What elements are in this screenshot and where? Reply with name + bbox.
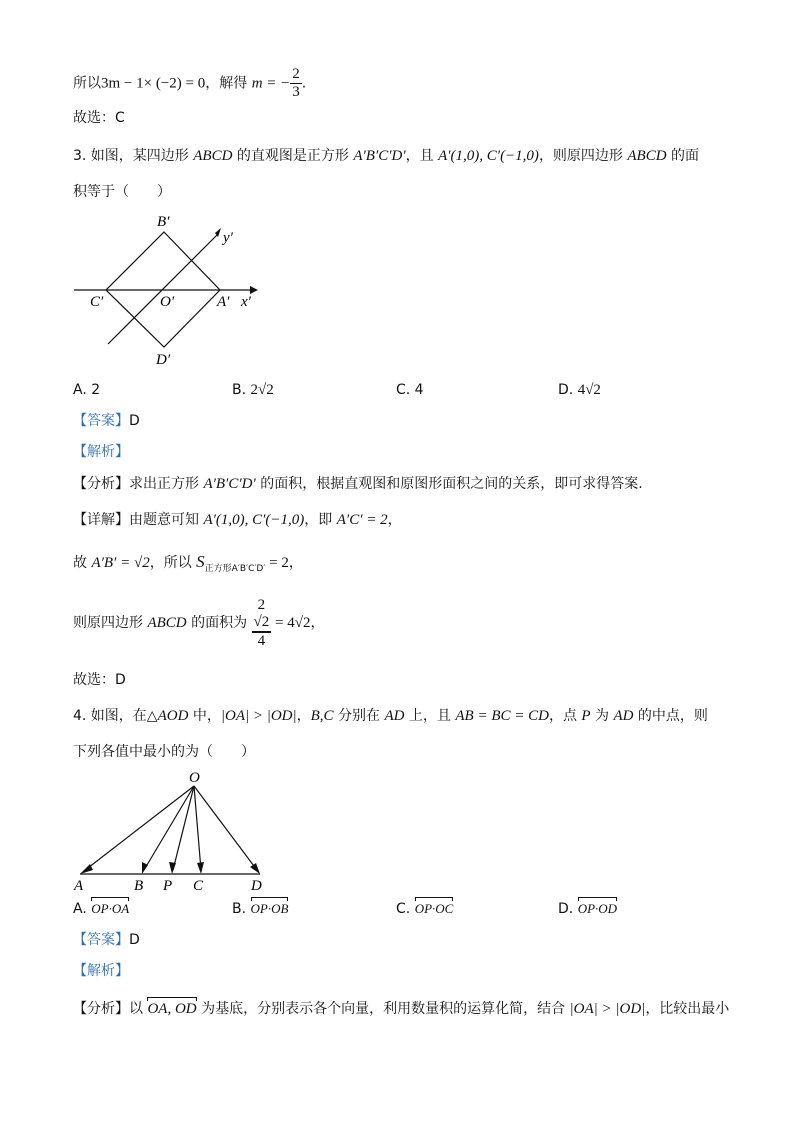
label-O: O′ [160,294,175,310]
arrow-D [250,863,260,874]
arrow-C [197,862,204,874]
q3-fenxi: 【分析】求出正方形 A′B′C′D′ 的面积，根据直观图和原图形面积之间的关系，即可求得答案. [73,476,643,492]
label-D: D [251,878,262,894]
vec-OC [194,786,201,870]
label-B: B [134,878,144,894]
q4-stem-line1: 4. 如图，在△AOD 中，|OA| > |OD|，B,C 分别在 AD 上，且 AB = BC = CD，点 P 为 AD 的中点，则 [73,708,708,724]
arrow-P [169,862,176,874]
q3-analysis-tag: 【解析】 [73,444,129,460]
label-O: O [189,770,200,786]
vec-OB [144,786,194,870]
x-arrow [250,286,258,294]
q4-answer: 【答案】D [73,932,140,948]
q3-answer: 【答案】D [73,413,140,429]
q4-option-c[interactable]: C. OP·OC [396,901,454,917]
q4-stem-line2: 下列各值中最小的为（ ） [73,744,255,760]
area-fraction: 2 √2 4 [253,596,270,649]
line-solve: 所以3m − 1× (−2) = 0，解得 m = − $\frac{2}{3}$ . [73,66,307,100]
label-C: C′ [90,294,104,310]
label-y: y′ [223,230,233,246]
q3-option-c[interactable]: C. 4 [396,382,424,398]
label-A: A [74,878,84,894]
fraction: $\frac{2}{3}$ [292,66,300,100]
q3-option-d[interactable]: D. 4√2 [558,382,601,398]
q4-figure [70,766,280,896]
vec-OD [194,786,257,870]
q3-figure [70,210,270,370]
q4-option-a[interactable]: A. OP·OA [73,901,130,917]
q3-option-a[interactable]: A. 2 [73,382,101,398]
q3-stem-line2: 积等于（ ） [73,184,171,200]
q3-xiangjie: 【详解】由题意可知 A′(1,0), C′(−1,0)，即 A′C′ = 2， [73,512,402,528]
q3-area-line: 则原四边形 ABCD 的面积为 2 √2 4 = 4√2， [73,596,325,649]
label-B: B′ [157,214,170,230]
q2-choice: 故选：C [73,110,125,126]
q3-choice: 故选：D [73,672,126,688]
vec-OA [84,786,194,871]
q3-gu-line: 故 A′B′ = √2，所以 $S_{正方形A'B'C'D'} = 2$， [73,552,303,574]
q4-option-b[interactable]: B. OP·OB [232,901,289,917]
q3-stem-line1: 3. 如图，某四边形 ABCD 的直观图是正方形 A′B′C′D′，且 A′(1,0), C′(−1,0)，则原四边形 ABCD 的面 [73,148,700,164]
label-A: A′ [217,294,230,310]
label-P: P [163,878,173,894]
q3-option-b[interactable]: B. 2√2 [232,382,274,398]
q4-option-d[interactable]: D. OP·OD [558,901,618,917]
q4-fenxi: 【分析】以 OA, OD 为基底，分别表示各个向量，利用数量积的运算化简，结合 |OA| > |OD|，比较出最小 [73,1001,730,1017]
q4-analysis-tag: 【解析】 [73,963,129,979]
label-D: D′ [156,352,171,368]
vec-OP [173,786,194,870]
y-axis [108,234,218,344]
label-C: C [193,878,204,894]
label-x: x′ [241,294,251,310]
